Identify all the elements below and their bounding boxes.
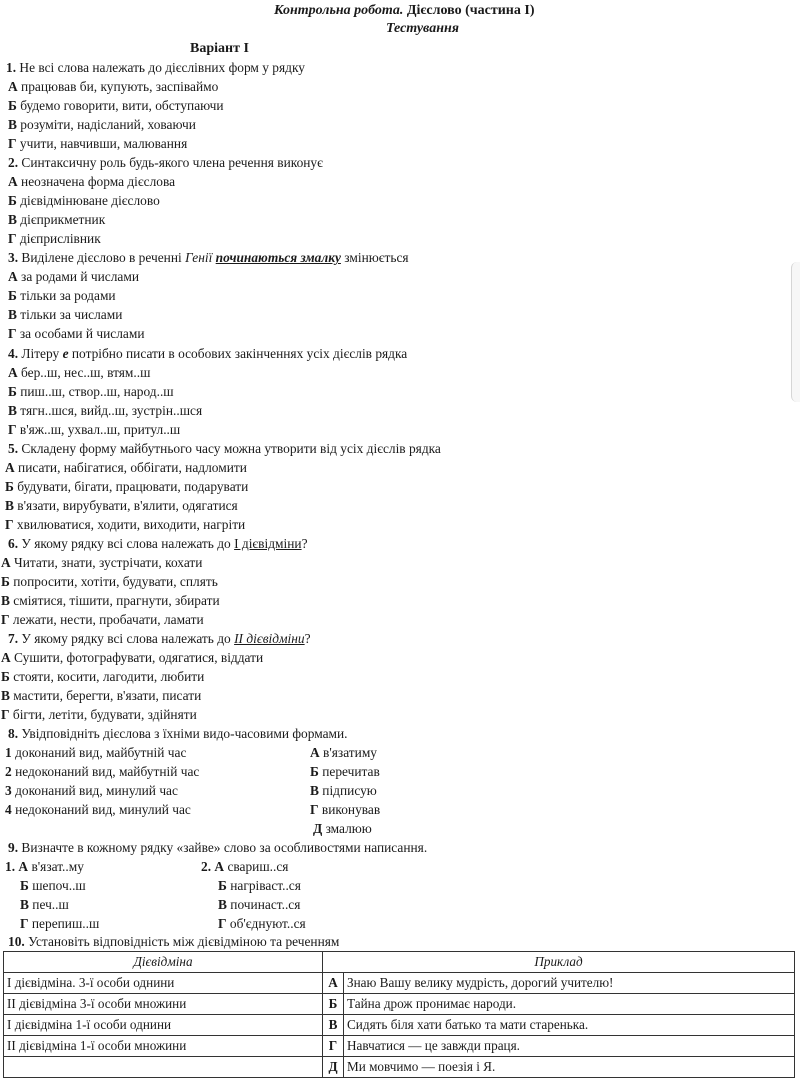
q8-left-3: 3 доконаний вид, минулий час — [5, 783, 178, 798]
question-8: 8. Увідповідніть дієслова з їхніми видо-часовими формами. — [8, 726, 348, 741]
doc-title: Контрольна робота. Дієслово (частина I) — [274, 3, 535, 18]
q10-row5-example: Ми мовчимо — поезія і Я. — [344, 1057, 795, 1078]
question-5: 5. Складену форму майбутнього часу можна утворити від усіх дієслів рядка — [8, 441, 441, 456]
q10-table — [3, 951, 795, 1078]
q6-option-c[interactable]: В сміятися, тішити, прагнути, збирати — [1, 593, 220, 608]
table-row — [4, 973, 795, 994]
scroll-handle[interactable] — [791, 262, 800, 402]
q10-row4-left: ІІ дієвідміна 1-ї особи множини — [4, 1036, 323, 1057]
q9-g1-option-b[interactable]: Б шепоч..ш — [20, 878, 86, 893]
q9-g1-option-a[interactable]: 1. А в'язат..му — [5, 859, 84, 874]
q2-option-a[interactable]: А неозначена форма дієслова — [8, 174, 176, 189]
q10-row1-left: І дієвідміна. 3-ї особи однини — [4, 973, 323, 994]
q8-left-4: 4 недоконаний вид, минулий час — [5, 802, 191, 817]
table-row — [4, 994, 795, 1015]
q2-option-b[interactable]: Б дієвідмінюване дієслово — [8, 193, 160, 208]
q9-g2-option-a[interactable]: 2. А свариш..ся — [201, 859, 289, 874]
table-row — [4, 1015, 795, 1036]
q10-row4-letter[interactable]: Г — [323, 1036, 344, 1057]
q8-left-2: 2 недоконаний вид, майбутній час — [5, 764, 200, 779]
q9-g2-option-c[interactable]: В починаст..ся — [218, 897, 301, 912]
q6-option-d[interactable]: Г лежати, нести, пробачати, ламати — [1, 612, 204, 627]
q2-option-c[interactable]: В дієприкметник — [8, 212, 106, 227]
q9-g1-option-d[interactable]: Г перепиш..ш — [20, 916, 100, 931]
question-9: 9. Визначте в кожному рядку «зайве» слово за особливостями написання. — [8, 840, 428, 855]
q4-option-d[interactable]: Г в'яж..ш, ухвал..ш, притул..ш — [8, 422, 181, 437]
q3-option-b[interactable]: Б тільки за родами — [8, 288, 116, 303]
q10-row5-letter[interactable]: Д — [323, 1057, 344, 1078]
q10-row3-example: Сидять біля хати батько та мати старенька. — [344, 1015, 795, 1036]
q8-right-c[interactable]: В підписую — [310, 783, 377, 798]
q10-row2-letter[interactable]: Б — [323, 994, 344, 1015]
question-3: 3. Виділене дієслово в реченні Генії починаються змалку змінюється — [8, 250, 409, 265]
q4-option-c[interactable]: В тягн..шся, вийд..ш, зустрін..шся — [8, 403, 203, 418]
q8-right-e[interactable]: Д змалюю — [313, 821, 372, 836]
q7-option-a[interactable]: А Сушити, фотографувати, одягатися, віддати — [1, 650, 264, 665]
q3-option-d[interactable]: Г за особами й числами — [8, 326, 145, 341]
table-row — [4, 1057, 795, 1078]
q6-option-b[interactable]: Б попросити, хотіти, будувати, сплять — [1, 574, 218, 589]
question-10: 10. Установіть відповідність між дієвідміною та реченням — [8, 934, 340, 949]
q10-head-left: Дієвідміна — [4, 952, 323, 973]
q9-g2-option-d[interactable]: Г об'єднуют..ся — [218, 916, 306, 931]
q3-option-c[interactable]: В тільки за числами — [8, 307, 123, 322]
q10-row3-letter[interactable]: В — [323, 1015, 344, 1036]
q7-option-c[interactable]: В мастити, берегти, в'язати, писати — [1, 688, 202, 703]
q1-option-a[interactable]: А працював би, купують, заспіваймо — [8, 79, 219, 94]
q1-option-c[interactable]: В розуміти, надісланий, ховаючи — [8, 117, 196, 132]
q7-option-b[interactable]: Б стояти, косити, лагодити, любити — [1, 669, 205, 684]
q1-option-d[interactable]: Г учити, навчивши, малювання — [8, 136, 188, 151]
q8-right-a[interactable]: А в'язатиму — [310, 745, 377, 760]
q2-option-d[interactable]: Г дієприслівник — [8, 231, 101, 246]
q10-row2-left: ІІ дієвідміна 3-ї особи множини — [4, 994, 323, 1015]
q10-row1-example: Знаю Вашу велику мудрість, дорогий учителю! — [344, 973, 795, 994]
table-row — [4, 1036, 795, 1057]
doc-subtitle: Тестування — [386, 21, 459, 36]
q10-row5-left — [4, 1057, 323, 1078]
q8-right-b[interactable]: Б перечитав — [310, 764, 380, 779]
q7-option-d[interactable]: Г бігти, летіти, будувати, здійняти — [1, 707, 197, 722]
q10-row2-example: Тайна дрож пронимає народи. — [344, 994, 795, 1015]
q10-row1-letter[interactable]: А — [323, 973, 344, 994]
q5-option-c[interactable]: В в'язати, вирубувати, в'ялити, одягатися — [5, 498, 238, 513]
q3-option-a[interactable]: А за родами й числами — [8, 269, 139, 284]
question-1: 1. Не всі слова належать до дієслівних форм у рядку — [6, 60, 305, 75]
question-4: 4. Літеру е потрібно писати в особових закінченнях усіх дієслів рядка — [8, 346, 408, 361]
q5-option-a[interactable]: А писати, набігатися, оббігати, надломити — [5, 460, 247, 475]
q5-option-b[interactable]: Б будувати, бігати, працювати, подарувати — [5, 479, 249, 494]
question-7: 7. У якому рядку всі слова належать до ІІ дієвідміни? — [8, 631, 311, 646]
q10-row4-example: Навчатися — це завжди праця. — [344, 1036, 795, 1057]
q10-table-header — [4, 952, 795, 973]
q6-option-a[interactable]: А Читати, знати, зустрічати, кохати — [1, 555, 203, 570]
q10-head-right: Приклад — [323, 952, 795, 973]
question-6: 6. У якому рядку всі слова належать до І дієвідміни? — [8, 536, 308, 551]
q1-option-b[interactable]: Б будемо говорити, вити, обступаючи — [8, 98, 224, 113]
variant-label: Варіант I — [190, 41, 249, 56]
question-2: 2. Синтаксичну роль будь-якого члена речення виконує — [8, 155, 323, 170]
q8-right-d[interactable]: Г виконував — [310, 802, 381, 817]
q8-left-1: 1 доконаний вид, майбутній час — [5, 745, 187, 760]
q4-option-a[interactable]: А бер..ш, нес..ш, втям..ш — [8, 365, 151, 380]
q10-row3-left: І дієвідміна 1-ї особи однини — [4, 1015, 323, 1036]
q9-g1-option-c[interactable]: В печ..ш — [20, 897, 69, 912]
q5-option-d[interactable]: Г хвилюватися, ходити, виходити, нагріти — [5, 517, 246, 532]
q9-g2-option-b[interactable]: Б нагріваст..ся — [218, 878, 301, 893]
q4-option-b[interactable]: Б пиш..ш, створ..ш, народ..ш — [8, 384, 174, 399]
